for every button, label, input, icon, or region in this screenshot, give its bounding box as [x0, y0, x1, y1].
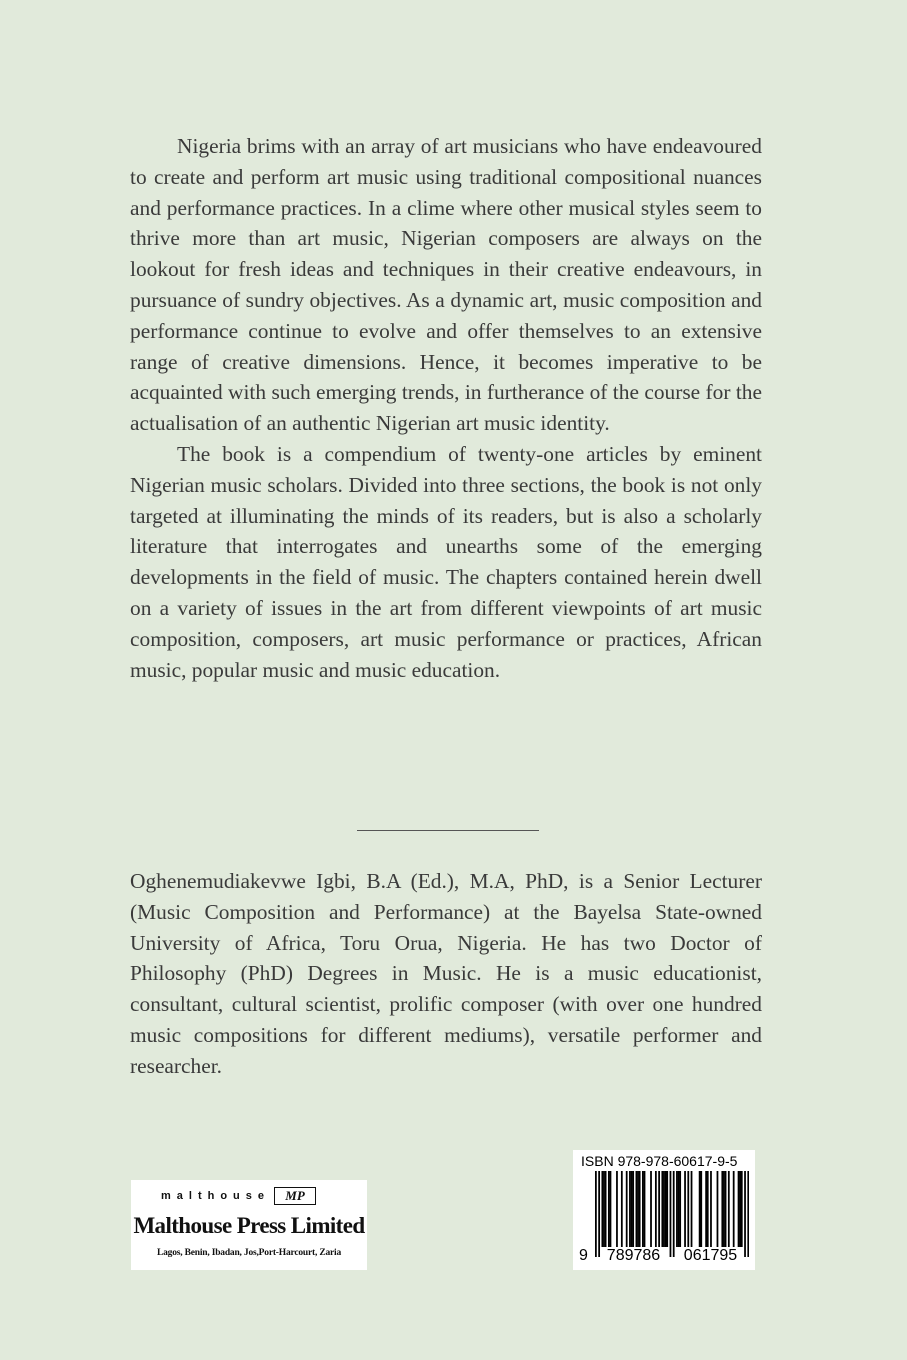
publisher-logo-top [161, 1187, 316, 1205]
barcode-bar [728, 1171, 730, 1247]
barcode-bar [608, 1171, 610, 1247]
author-bio [130, 866, 762, 1082]
isbn-barcode [573, 1150, 755, 1270]
barcode-bar [631, 1171, 633, 1247]
barcode-digit-group: 789786 [606, 1247, 661, 1264]
barcode-bar [747, 1171, 749, 1257]
barcode-bar [637, 1171, 639, 1247]
barcode-bar [605, 1171, 607, 1247]
publisher-wordmark: malthouse [161, 1190, 271, 1202]
blurb-paragraph: The book is a compendium of twenty-one articles by eminent Nigerian music scholars. Divided into three sections, the book is not only targeted at illuminating the minds of its readers, but is also a scholarly literature that interrogates and unearths some of the emerging developments in the field of music. The chapters contained herein dwell on a variety of issues in the art from different viewpoints of art music composition, composers, art music performance or practices, African music, popular music and music education. [130, 441, 762, 682]
barcode-bar [723, 1171, 725, 1247]
barcode-digit-group: 061795 [683, 1247, 738, 1264]
barcode-bar [601, 1171, 603, 1247]
barcode-bar [684, 1171, 686, 1247]
isbn-number: ISBN 978-978-60617-9-5 [581, 1153, 738, 1169]
barcode-bar [710, 1171, 712, 1247]
barcode-bar [744, 1171, 746, 1257]
barcode-bar [621, 1171, 623, 1247]
section-divider [357, 830, 539, 831]
barcode-bar [705, 1171, 707, 1247]
publisher-name: Malthouse Press Limited [133, 1213, 365, 1238]
barcode-bar [670, 1171, 672, 1257]
barcode-bar [629, 1171, 631, 1247]
barcode-bar [676, 1171, 678, 1247]
barcode-bar [663, 1171, 665, 1247]
publisher-logo [131, 1180, 367, 1270]
barcode-bar [739, 1171, 741, 1247]
publisher-cities: Lagos, Benin, Ibadan, Jos,Port-Harcourt, Zaria [156, 1248, 342, 1258]
barcode-bar [725, 1171, 727, 1247]
barcode-bar [707, 1171, 709, 1247]
barcode-bar [626, 1171, 628, 1247]
barcode-bar [741, 1171, 743, 1247]
barcode-bar [616, 1171, 618, 1247]
barcode-bar [644, 1171, 646, 1247]
back-cover-blurb [130, 131, 762, 685]
barcode-bar [636, 1171, 638, 1247]
blurb-paragraph: Nigeria brims with an array of art musicians who have endeavoured to create and perform art music using traditional compositional nuances and performance practices. In a clime where other musical styles seem to thrive more than art music, Nigerian composers are always on the lookout for fresh ideas and techniques in their creative endeavours, in pursuance of sundry objectives. As a dynamic art, music composition and performance continue to evolve and offer themselves to an extensive range of creative dimensions. Hence, it becomes imperative to be acquainted with such emerging trends, in furtherance of the course for the actualisation of an authentic Nigerian art music identity. [130, 134, 762, 436]
barcode-bar [598, 1171, 600, 1257]
barcode-bar [666, 1171, 668, 1247]
barcode-bar [661, 1171, 663, 1247]
barcode-bar [632, 1171, 634, 1247]
barcode-bar [595, 1171, 597, 1257]
barcode-bar [687, 1171, 689, 1247]
barcode-bar [738, 1171, 740, 1247]
barcode-bar [642, 1171, 644, 1247]
barcode-bar [691, 1171, 693, 1247]
barcode-bar [665, 1171, 667, 1247]
barcode-bar [700, 1171, 702, 1247]
barcode-bar [655, 1171, 657, 1247]
publisher-mark-icon: MP [274, 1187, 316, 1205]
author-bio-text: Oghenemudiakevwe Igbi, B.A (Ed.), M.A, PhD, is a Senior Lecturer (Music Composition and Performance) at the Bayelsa State-owned University of Africa, Toru Orua, Nigeria. He has two Doctor of Philosophy (PhD) Degrees in Music. He is a music educationist, consultant, cultural scientist, prolific composer (with over one hundred music compositions for different mediums), versatile performer and researcher. [130, 869, 762, 1078]
barcode-digits [595, 1247, 749, 1265]
barcode-bar [650, 1171, 652, 1247]
barcode-bar [699, 1171, 701, 1247]
barcode-bar [721, 1171, 723, 1247]
barcode-bar [603, 1171, 605, 1247]
barcode-bar [678, 1171, 680, 1247]
barcode-bar [733, 1171, 735, 1247]
barcode-bar [658, 1171, 660, 1247]
barcode-bar [679, 1171, 681, 1247]
barcode-icon [595, 1171, 749, 1257]
barcode-bar [717, 1171, 719, 1247]
barcode-bar [610, 1171, 612, 1247]
barcode-bar [639, 1171, 641, 1247]
barcode-bar [673, 1171, 675, 1257]
barcode-first-digit: 9 [579, 1247, 588, 1264]
